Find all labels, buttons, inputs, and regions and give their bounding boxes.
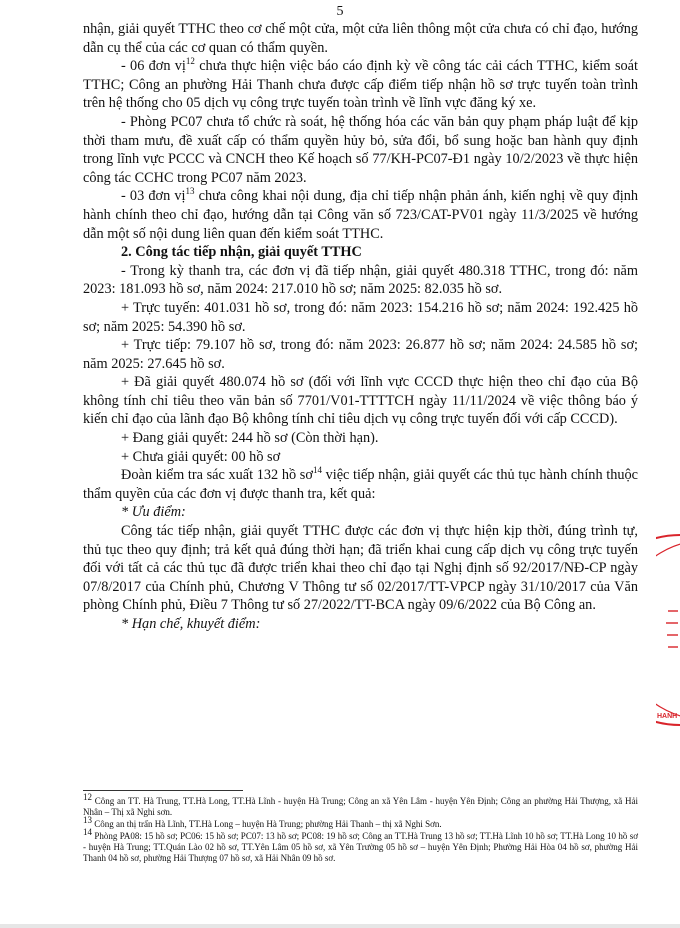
paragraph bbox=[83, 187, 638, 243]
footnote bbox=[83, 792, 638, 818]
footnote bbox=[83, 827, 638, 864]
svg-text:HANH: HANH bbox=[657, 713, 678, 720]
section-heading bbox=[83, 243, 638, 262]
scan-border bbox=[0, 924, 680, 928]
text-run: - Trong kỳ thanh tra, các đơn vị đã tiếp nhận, giải quyết 480.318 TTHC, trong đó: năm 2023: 181.093 hồ sơ, năm 2024: 217.010 hồ sơ; năm 2025: 82.035 hồ sơ. bbox=[83, 262, 638, 298]
page-number: 5 bbox=[336, 4, 344, 19]
text-run: chưa công khai nội dung, địa chỉ tiếp nhận phản ánh, kiến nghị về quy định hành chính theo chỉ đạo, hướng dẫn tại Công văn số 723/CAT-PV01 ngày 11/3/2025 về hướng dẫn một số nội dung liên quan đến kiểm soát TTHC. bbox=[83, 188, 638, 242]
paragraph bbox=[83, 466, 638, 503]
footnote-ref: 13 bbox=[185, 186, 195, 197]
paragraph bbox=[83, 448, 638, 467]
text-run: * Ưu điểm: bbox=[121, 504, 186, 521]
text-run: + Trực tiếp: 79.107 hồ sơ, trong đó: năm 2023: 26.877 hồ sơ; năm 2024: 24.585 hồ sơ; năm 2025: 27.645 hồ sơ. bbox=[83, 337, 638, 372]
paragraph bbox=[83, 429, 638, 448]
footnote bbox=[83, 815, 638, 830]
text-run: chưa thực hiện việc báo cáo định kỳ về công tác cải cách TTHC, kiểm soát TTHC; Công an phường Hải Thanh chưa được cấp điểm tiếp nhận hồ sơ trực tuyến toàn trình trên hệ thống cho 05 dịch vụ công trực tuyến toàn trình về lĩnh vực đăng ký xe. bbox=[83, 58, 638, 112]
text-run: + Đã giải quyết 480.074 hồ sơ (đối với lĩnh vực CCCD thực hiện theo chỉ đạo của Bộ không tính chỉ tiêu theo văn bản số 7701/V01-TTTTCH ngày 11/11/2024 về việc thông báo ý kiến chỉ đạo của lãnh đạo Bộ không tính chỉ tiêu dịch vụ công trực tuyến đối với cấp CCCD). bbox=[83, 374, 638, 428]
text-run: + Đang giải quyết: 244 hồ sơ (Còn thời hạn). bbox=[121, 430, 379, 447]
subheading bbox=[83, 503, 638, 522]
footnote-number: 12 bbox=[83, 792, 92, 802]
paragraph bbox=[83, 299, 638, 336]
footnotes bbox=[83, 792, 638, 865]
paragraph bbox=[83, 57, 638, 113]
text-run: nhận, giải quyết TTHC theo cơ chế một cửa, một cửa liên thông một cửa chưa có chỉ đạo, hướng dẫn cụ thể của các cơ quan có thẩm quyền. bbox=[83, 21, 638, 56]
paragraph bbox=[83, 20, 638, 57]
text-run: Đoàn kiểm tra sác xuất 132 hồ sơ bbox=[121, 467, 313, 484]
paragraph bbox=[83, 262, 638, 299]
subheading bbox=[83, 615, 638, 634]
paragraph bbox=[83, 522, 638, 615]
footnote-number: 13 bbox=[83, 815, 92, 825]
paragraph bbox=[83, 336, 638, 373]
text-run: 2. Công tác tiếp nhận, giải quyết TTHC bbox=[121, 244, 362, 261]
text-run: - 03 đơn vị bbox=[121, 188, 186, 205]
footnote-text: Phòng PA08: 15 hồ sơ; PC06: 15 hồ sơ; PC07: 13 hồ sơ; PC08: 19 hồ sơ; Công an TT.Hà Trung 13 hồ sơ; TT.Hà Lĩnh 10 hồ sơ; TT.Hà Long 10 hồ sơ - huyện Hà Trung; TT.Quán Lào 02 hồ sơ, TT.Yên Lâm 05 hồ sơ, xã Yên Trường 05 hồ sơ – huyện Yên Định; Phường Hải Hòa 04 hồ sơ, phường Hải Thanh 04 hồ sơ, phường Hải Thượng 07 hồ sơ, xã Hải Nhân 09 hồ sơ. bbox=[83, 831, 638, 863]
footnote-text: Công an thị trấn Hà Lĩnh, TT.Hà Long – huyện Hà Trung; phường Hải Thanh – thị xã Nghi Sơn. bbox=[92, 819, 442, 829]
text-run: việc tiếp nhận, giải quyết các thủ tục hành chính thuộc thẩm quyền của các đơn vị được thanh tra, kết quả: bbox=[83, 467, 639, 502]
footnote-ref: 12 bbox=[185, 56, 195, 67]
red-seal-stamp-fragment bbox=[656, 530, 680, 730]
main-body-text bbox=[83, 20, 638, 634]
footnote-separator bbox=[83, 790, 243, 791]
text-run: - Phòng PC07 chưa tổ chức rà soát, hệ thống hóa các văn bản quy phạm pháp luật để kịp thời tham mưu, đề xuất cấp có thẩm quyền hủy bỏ, sửa đổi, bổ sung hoặc ban hành quy định trong lĩnh vực PCCC và CNCH theo Kế hoạch số 77/KH-PC07-Đ1 ngày 10/2/2023 về thực hiện công tác CCHC trong PC07 năm 2023. bbox=[83, 113, 638, 186]
text-run: - 06 đơn vị bbox=[121, 58, 186, 75]
paragraph bbox=[83, 373, 638, 429]
paragraph bbox=[83, 113, 638, 187]
text-run: + Trực tuyến: 401.031 hồ sơ, trong đó: năm 2023: 154.216 hồ sơ; năm 2024: 192.425 hồ sơ; năm 2025: 54.390 hồ sơ. bbox=[83, 299, 638, 335]
text-run: + Chưa giải quyết: 00 hồ sơ bbox=[121, 448, 281, 465]
footnote-number: 14 bbox=[83, 827, 92, 837]
text-run: Công tác tiếp nhận, giải quyết TTHC được các đơn vị thực hiện kịp thời, đúng trình tự, thủ tục theo quy định; trả kết quả đúng thời hạn; đã triển khai cung cấp dịch vụ công trực tuyến đối với tất cả các thủ tục đã được triển khai theo chỉ đạo tại Nghị định số 92/2017/NĐ-CP ngày 07/8/2017 của Chính phủ, Chương V Thông tư số 02/2017/TT-VPCP ngày 31/10/2017 của Văn phòng Chính phủ, Điều 7 Thông tư số 27/2022/TT-BCA ngày 09/6/2022 của Bộ Công an. bbox=[83, 523, 638, 614]
footnote-ref: 14 bbox=[312, 465, 322, 476]
footnote-text: Công an TT. Hà Trung, TT.Hà Long, TT.Hà Lĩnh - huyện Hà Trung; Công an xã Yên Lâm - huyện Yên Định; Công an phường Hải Thượng, xã Hải Nhân – Thị xã Nghi sơn. bbox=[83, 796, 638, 817]
text-run: * Hạn chế, khuyết điểm: bbox=[121, 616, 261, 632]
